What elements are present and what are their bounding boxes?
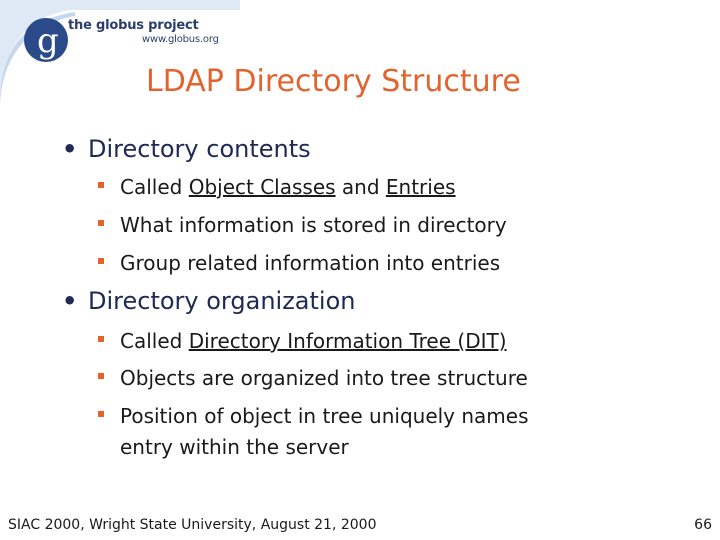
globus-logo-url: www.globus.org	[142, 34, 219, 45]
underlined-entries: Entries	[385, 175, 456, 199]
bullet-text: Directory contents	[88, 135, 311, 163]
footer-event-info: SIAC 2000, Wright State University, August 21, 2000	[8, 517, 377, 533]
page-number: 66	[694, 517, 712, 533]
sub-bullet-text-line1: Position of object in tree uniquely names	[120, 404, 529, 428]
sub-bullet-text: Called Object Classes and Entries	[120, 175, 456, 199]
square-bullet-icon	[98, 373, 104, 379]
sub-bullet-text: Group related information into entries	[120, 251, 501, 275]
sub-bullet-text: Objects are organized into tree structure	[120, 366, 528, 390]
square-bullet-icon	[98, 182, 104, 188]
bullet-dot-icon: •	[62, 135, 78, 163]
globus-logo-letter: g	[37, 21, 59, 61]
square-bullet-icon	[98, 220, 104, 226]
slide-title: LDAP Directory Structure	[146, 64, 521, 99]
globus-logo-name: the globus project	[68, 18, 199, 33]
sub-bullet-text-line2: entry within the server	[120, 435, 349, 459]
bullet-dot-icon: •	[62, 287, 78, 315]
bullet-text: Directory organization	[88, 287, 356, 315]
underlined-dit: Directory Information Tree (DIT)	[188, 329, 507, 353]
sub-bullet-text: What information is stored in directory	[120, 213, 507, 237]
square-bullet-icon	[98, 411, 104, 417]
sub-bullet-text: Called Directory Information Tree (DIT)	[120, 329, 507, 353]
underlined-object-classes: Object Classes	[188, 175, 336, 199]
square-bullet-icon	[98, 258, 104, 264]
square-bullet-icon	[98, 336, 104, 342]
